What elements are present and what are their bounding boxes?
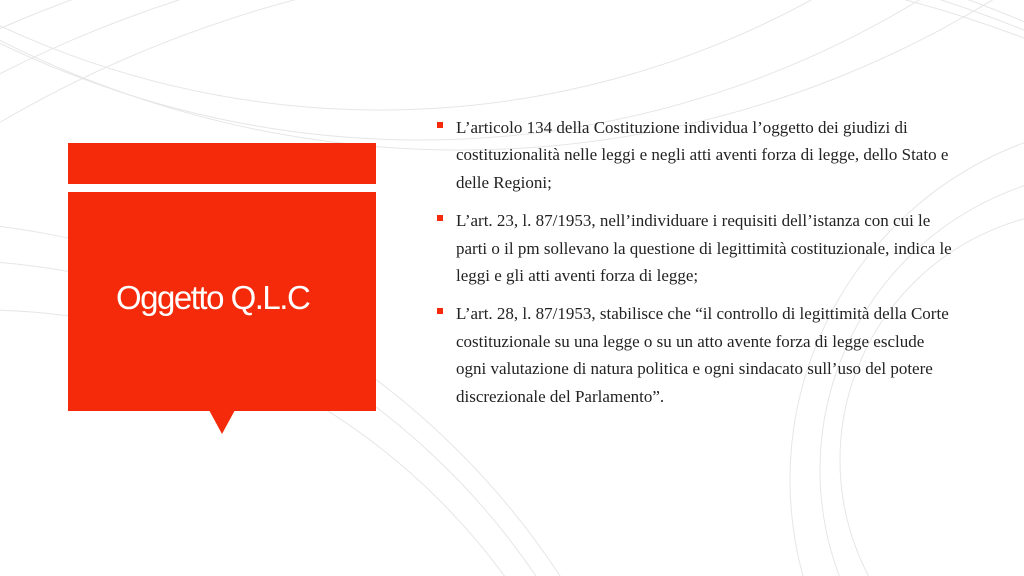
square-bullet-icon [437, 122, 443, 128]
square-bullet-icon [437, 308, 443, 314]
bullet-list [436, 114, 956, 421]
slide-title: Oggetto Q.L.C [116, 279, 310, 316]
bullet-item [436, 300, 956, 410]
bullet-item [436, 114, 956, 196]
bullet-text: L’articolo 134 della Costituzione individua l’oggetto dei giudizi di costituzionalità nelle leggi e negli atti aventi forza di legge, dello Stato e delle Regioni; [456, 118, 949, 192]
title-accent-strip [68, 143, 376, 184]
bullet-text: L’art. 23, l. 87/1953, nell’individuare i requisiti dell’istanza con cui le parti o il pm sollevano la questione di legittimità costituzionale, indica le leggi e gli atti aventi forza di legge; [456, 211, 952, 286]
title-box-pointer [209, 410, 235, 434]
bullet-text: L’art. 28, l. 87/1953, stabilisce che “il controllo di legittimità della Corte costituzionale su una legge o su un atto avente forza di legge esclude ogni valutazione di natura politica e ogni sindacato sull’uso del potere discrezionale del Parlamento”. [456, 304, 949, 406]
square-bullet-icon [437, 215, 443, 221]
bullet-item [436, 207, 956, 289]
